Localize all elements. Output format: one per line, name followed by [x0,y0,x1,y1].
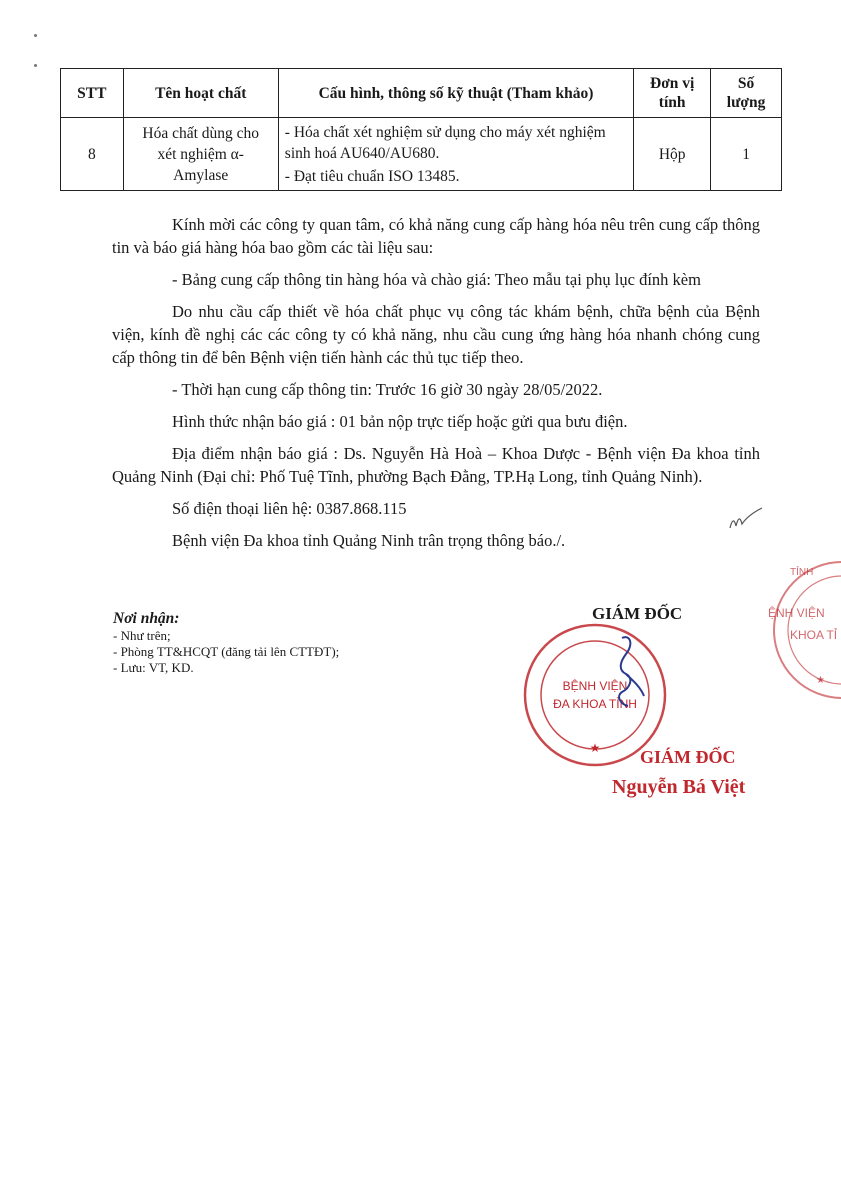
paragraph-method: Hình thức nhận báo giá : 01 bản nộp trực tiếp hoặc gửi qua bưu điện. [172,412,628,431]
handwritten-initial [726,504,766,534]
partial-stamp-star: ★ [816,675,825,686]
header-qty [711,69,782,118]
recipients-heading: Nơi nhận: [113,610,180,627]
scan-speck [34,64,37,67]
director-name: Nguyễn Bá Việt [612,776,746,798]
cell-stt: 8 [61,118,124,191]
stamp-star: ★ [589,741,601,755]
cell-name-line2: xét nghiệm α- [157,145,244,163]
cell-name [123,118,278,191]
header-qty-line2: lượng [726,94,766,111]
recipient-item: - Lưu: VT, KD. [113,660,194,675]
cell-name-line1: Hóa chất dùng cho [142,124,260,142]
header-name: Tên hoạt chất [123,69,278,118]
cell-spec-line2: - Đạt tiêu chuẩn ISO 13485. [284,167,460,185]
recipients-block [113,609,339,676]
cell-spec [278,118,633,191]
recipient-item: - Như trên; [113,628,171,643]
partial-stamp [760,555,841,705]
paragraph-phone: Số điện thoại liên hệ: 0387.868.115 [172,499,407,518]
cell-spec-line1: - Hóa chất xét nghiệm sử dụng cho máy xét nghiệm sinh hoá AU640/AU680. [284,123,606,162]
partial-stamp-line2: ỆNH VIỆN [768,606,825,620]
paragraph-location: Địa điểm nhận báo giá : Ds. Nguyễn Hà Hoà – Khoa Dược - Bệnh viện Đa khoa tỉnh Quảng Ninh (Đại chỉ: Phố Tuệ Tĩnh, phường Bạch Đằng, TP.Hạ Long, tỉnh Quảng Ninh). [112,444,760,486]
paragraph-documents: - Bảng cung cấp thông tin hàng hóa và chào giá: Theo mẫu tại phụ lục đính kèm [172,270,701,289]
table-header-row [61,69,782,118]
stamp-inner-line2: ĐA KHOA TỈNH [553,697,637,711]
partial-stamp-line1: TỈNH [790,567,814,578]
director-signature [600,630,660,720]
signed-title: GIÁM ĐỐC [640,747,736,767]
scan-speck [34,34,37,37]
cell-unit: Hộp [634,118,711,191]
stamp-inner-line1: BỆNH VIỆN [562,679,628,693]
header-spec: Cấu hình, thông số kỹ thuật (Tham khảo) [278,69,633,118]
cell-qty: 1 [711,118,782,191]
paragraph-invitation: Kính mời các công ty quan tâm, có khả năng cung cấp hàng hóa nêu trên cung cấp thông tin và báo giá hàng hóa bao gồm các tài liệu sau: [112,215,760,257]
items-table [60,68,782,191]
paragraph-closing: Bệnh viện Đa khoa tỉnh Quảng Ninh trân trọng thông báo./. [172,531,566,550]
header-unit [634,69,711,118]
cell-name-line3: Amylase [173,166,229,184]
table-row [61,118,782,191]
recipient-item: - Phòng TT&HCQT (đăng tải lên CTTĐT); [113,644,340,659]
header-unit-line2: tính [658,94,686,111]
paragraph-deadline: - Thời hạn cung cấp thông tin: Trước 16 giờ 30 ngày 28/05/2022. [172,380,603,399]
header-unit-line1: Đơn vị [650,75,695,92]
paragraph-request: Do nhu cầu cấp thiết về hóa chất phục vụ công tác khám bệnh, chữa bệnh của Bệnh viện, kính đề nghị các các công ty có khả năng, nhu cầu cung ứng hàng hóa nhanh chóng cung cấp thông tin để bên Bệnh viện tiến hành các thủ tục tiếp theo. [112,302,760,367]
letter-body [112,213,760,561]
header-stt: STT [61,69,124,118]
director-title: GIÁM ĐỐC [592,604,683,623]
header-qty-line1: Số [737,75,755,92]
partial-stamp-line3: KHOA TỈ [790,628,838,642]
